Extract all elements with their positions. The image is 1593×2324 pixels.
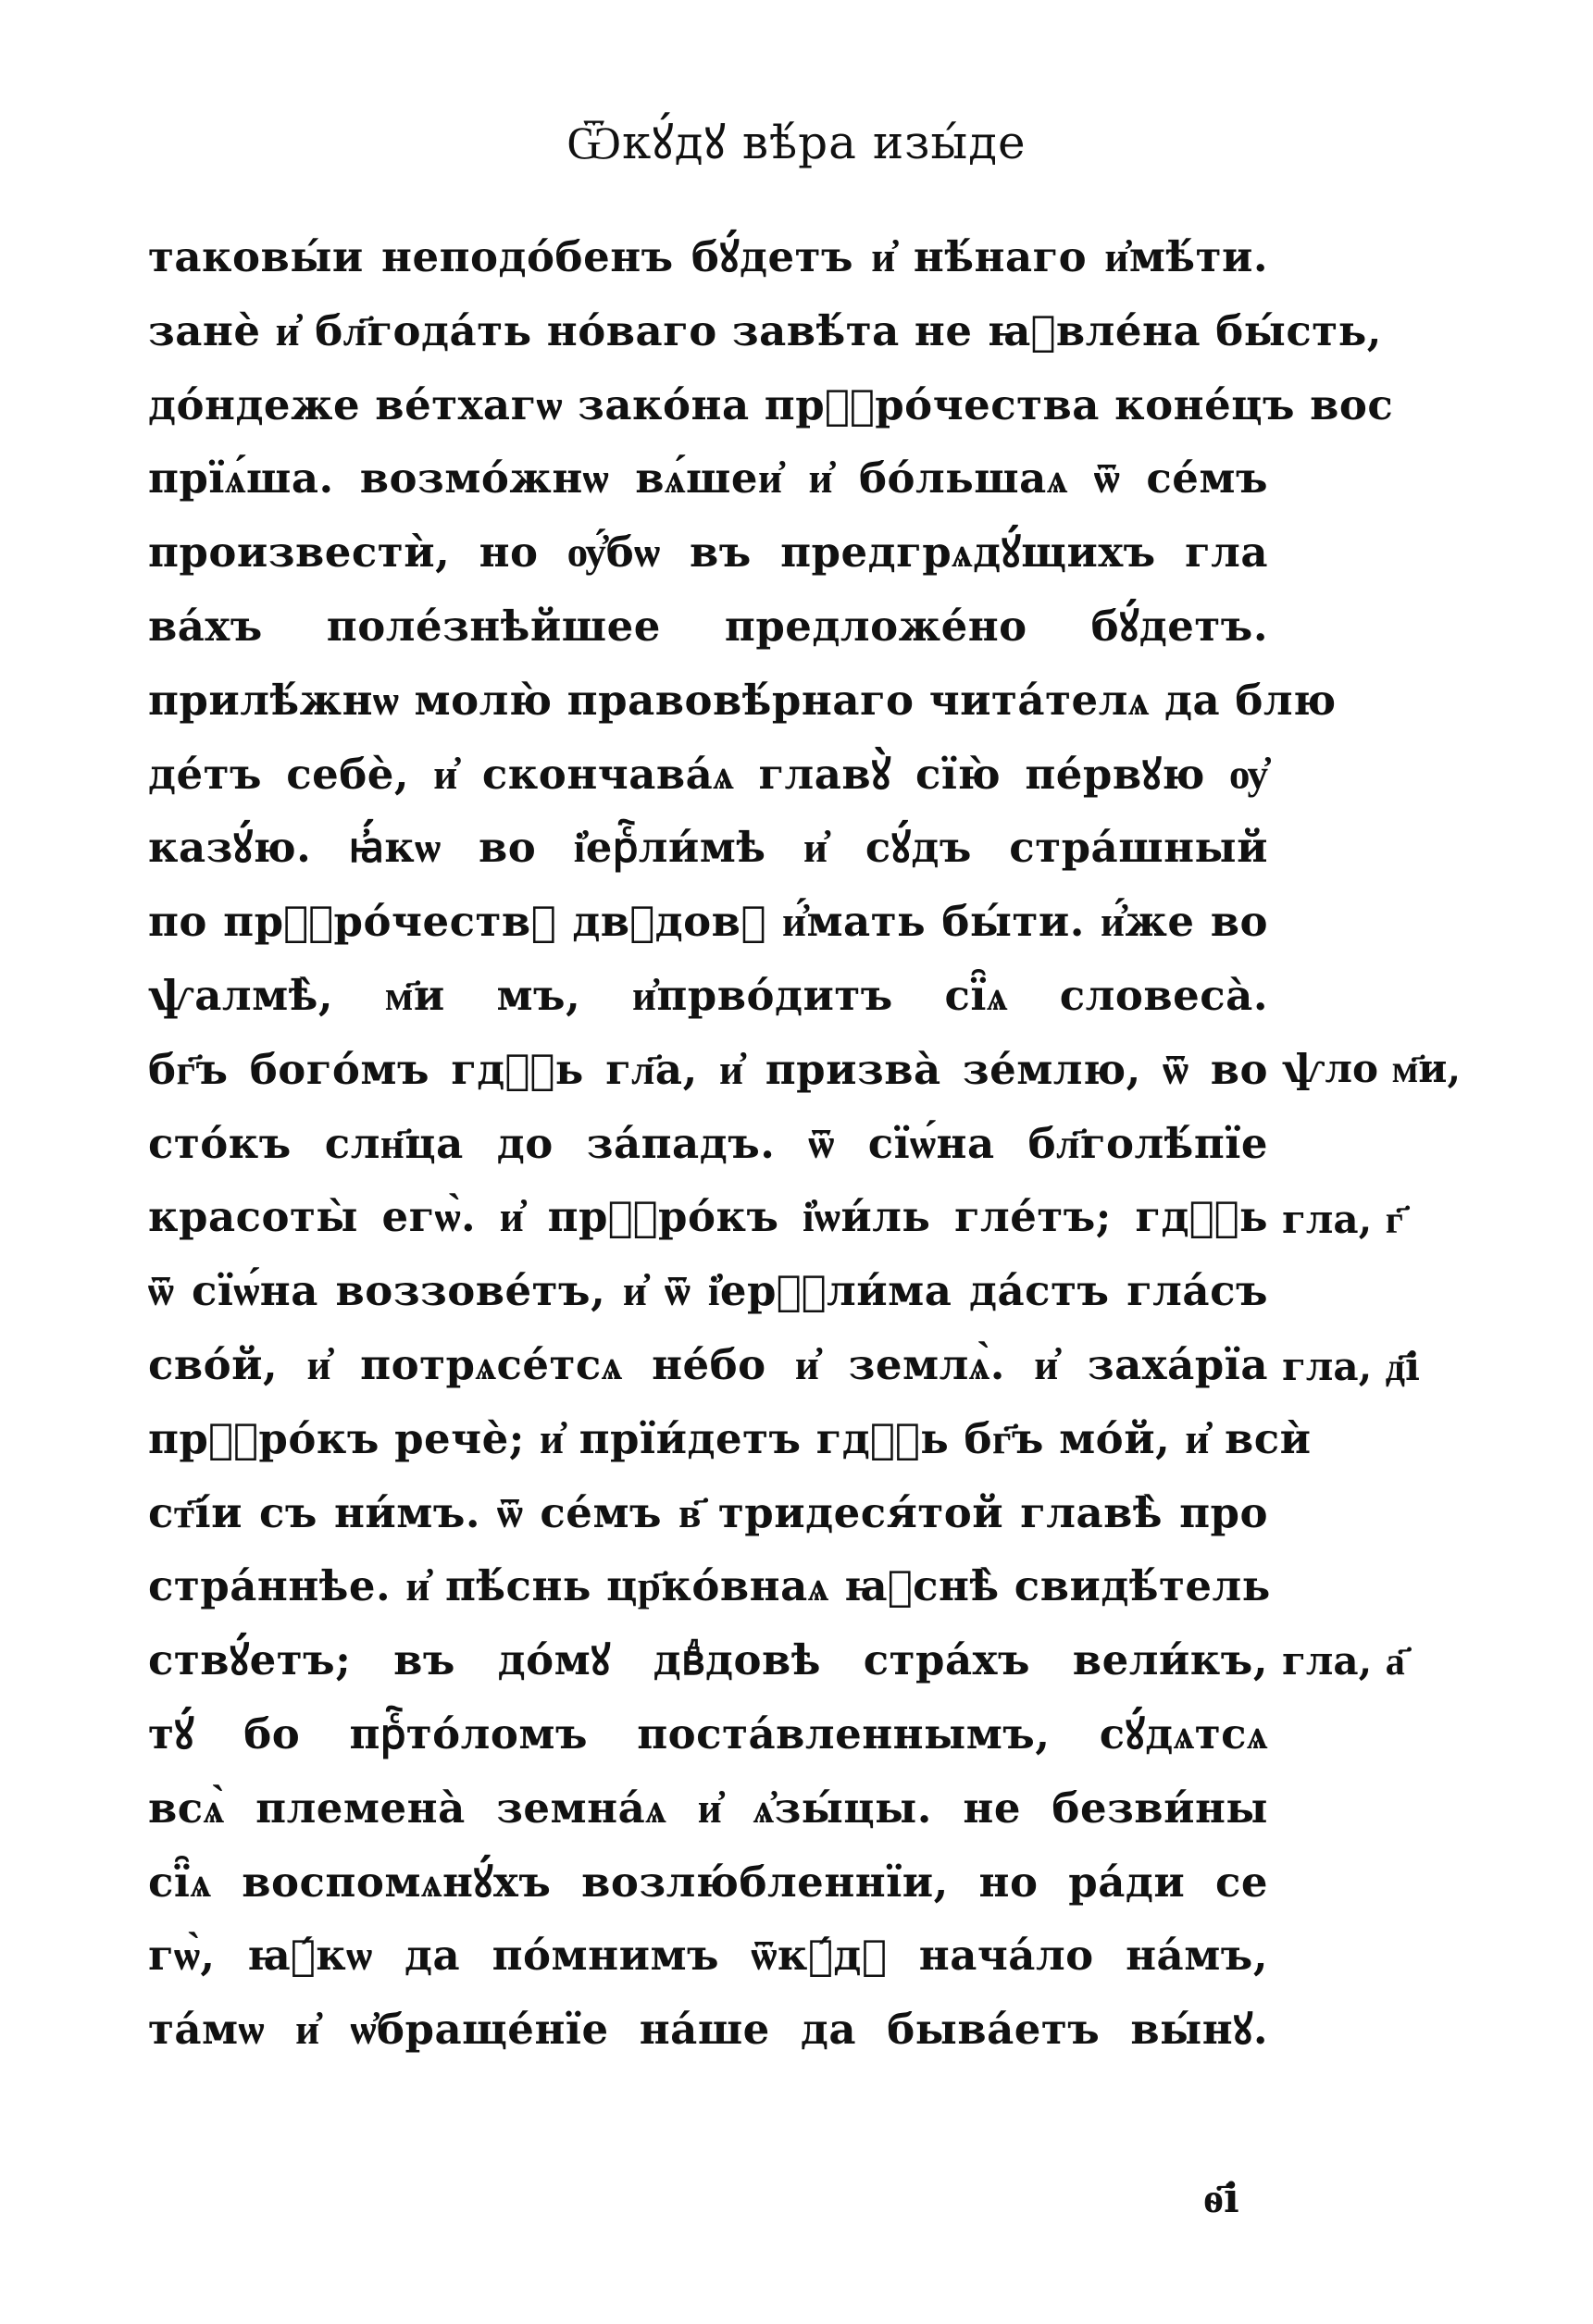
text-line: тꙋ́ бо прⷭ҇то́ломъ поста́вленнымъ, сꙋ́дѧтсѧ — [148, 1709, 1268, 1759]
text-line: та́мѡ и҆ ѡ҆браще́нїе на́ше да быва́етъ вы́нꙋ. — [148, 2005, 1268, 2055]
text-line: прⷪ҇ро́къ речѐ; и҆ прїи́детъ гдⷭ҇ь бг҃ъ мо́й, и҆ всѝ — [148, 1413, 1312, 1463]
text-line: де́тъ себѐ, и҆ скончава́ѧ главꙋ̀ сїю̀ пе́рвꙋю ѹ҆ — [148, 749, 1268, 799]
text-line: ст҃і́и съ ни́мъ. ѿ се́мъ в҃ тридеся́той главѣ̀ про — [148, 1487, 1268, 1537]
margin-note: гла, д҃і — [1282, 1344, 1421, 1389]
running-head: Ѿкꙋ́дꙋ вѣ́ра изы́де — [566, 116, 1027, 169]
text-line: произвестѝ, но ѹ҆́бѡ въ предгрѧдꙋ́щихъ гла — [148, 528, 1268, 578]
text-line: всѧ̀ племена̀ земна́ѧ и҆ ѧ҆зы́цы. не безви́ны — [148, 1783, 1268, 1833]
text-line: казꙋ́ю. ꙗ҆́кѡ во і҆ерⷭ҇ли́мѣ и҆ сꙋ́дъ стра́шный — [148, 823, 1268, 873]
text-line: бг҃ъ бого́мъ гдⷭ҇ь гл҃а, и҆ призва̀ зе́млю, ѿ во — [148, 1044, 1268, 1094]
text-line: занѐ и҆ бл҃года́ть но́ваго завѣ́та не ꙗ҆вле́на бы́сть, — [148, 305, 1382, 355]
text-line: стра́ннѣе. и҆ пѣ́снь цр҃ко́внаѧ ꙗ҆снѣ̀ свидѣ́тель — [148, 1561, 1271, 1611]
folio-number: ѳ҃і — [1203, 2175, 1239, 2222]
text-line: ѿ сїѡ́на воззове́тъ, и҆ ѿ і҆ерⷭ҇ли́ма да́стъ гла́съ — [148, 1266, 1268, 1316]
text-line: ѱалмѣ̀, м҃и мъ, и҆прво́дитъ сї̑ѧ словеса̀. — [148, 970, 1268, 1020]
text-line: сї̑ѧ воспомѧнꙋ́хъ возлю́бленнїи, но ра́ди се — [148, 1857, 1268, 1907]
text-line: ва́хъ поле́знѣйшее предложе́но бꙋ́детъ. — [148, 601, 1268, 651]
text-line: ствꙋ́етъ; въ до́мꙋ двⷣдовѣ стра́хъ вели́къ, — [148, 1635, 1268, 1685]
text-line: прїѧ́ша. возмо́жнѡ вѧ́шеи҆ и҆ бо́льшаѧ ѿ се́мъ — [148, 454, 1268, 503]
text-line: до́ндеже ве́тхагѡ зако́на прⷪ҇ро́чества коне́цъ вос — [148, 379, 1394, 429]
text-line: гѡ̀, ꙗ҆́кѡ да по́мнимъ ѿкꙋ́дꙋ нача́ло на́мъ, — [148, 1931, 1268, 1981]
text-line: сво́й, и҆ потрѧсе́тсѧ не́бо и҆ землѧ̀. и҆ заха́рїа — [148, 1339, 1268, 1389]
text-line: по прⷪ҇ро́чествꙋ двⷣдовꙋ и҆́мать бы́ти. и҆́же во — [148, 897, 1268, 947]
margin-note: ѱло м҃и, — [1282, 1046, 1462, 1091]
text-line: красоты̀ егѡ̀. и҆ прⷪ҇ро́къ і҆ѡи́ль гле́тъ; гдⷭ҇ь — [148, 1192, 1268, 1242]
margin-note: гла, а҃ — [1282, 1638, 1405, 1684]
text-line: таковы́и неподо́бенъ бꙋ́детъ и҆ нѣ́наго и҆мѣ́ти. — [148, 232, 1268, 281]
text-line: прилѣ́жнѡ молю̀ правовѣ́рнаго чита́телѧ да блю — [148, 675, 1337, 725]
margin-note: гла, г҃ — [1282, 1197, 1403, 1242]
text-line: сто́къ слн҃ца до за́падъ. ѿ сїѡ́на бл҃голѣ́пїе — [148, 1118, 1268, 1168]
